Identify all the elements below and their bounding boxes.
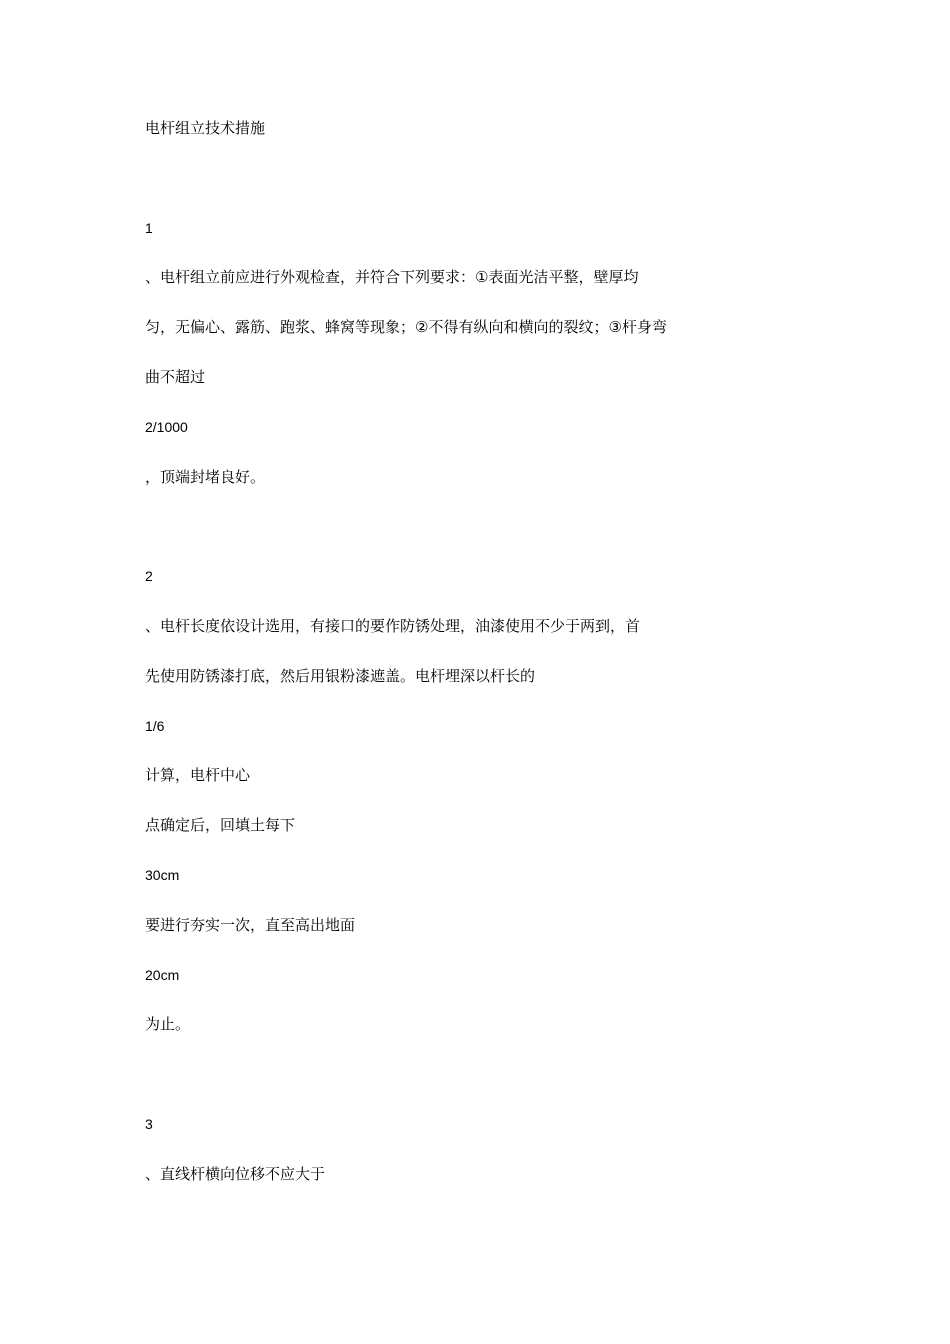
paragraph-line: 曲不超过 <box>145 368 206 386</box>
paragraph-line: 、电杆长度依设计选用，有接口的要作防锈处理，油漆使用不少于两到，首 <box>145 617 641 635</box>
paragraph-line: 计算，电杆中心 <box>145 766 251 784</box>
paragraph-line: 先使用防锈漆打底，然后用银粉漆遮盖。电杆埋深以杆长的 <box>145 667 536 685</box>
paragraph-line: 、电杆组立前应进行外观检查，并符合下列要求：①表面光洁平整，壁厚均 <box>145 268 639 286</box>
section-number-3: 3 <box>145 1116 153 1132</box>
paragraph-line: 为止。 <box>145 1015 191 1033</box>
document-title: 电杆组立技术措施 <box>145 119 266 137</box>
paragraph-line: 要进行夯实一次，直至高出地面 <box>145 916 356 934</box>
paragraph-line: 点确定后，回填土每下 <box>145 816 296 834</box>
paragraph-line: 、直线杆横向位移不应大于 <box>145 1165 326 1183</box>
paragraph-value: 30cm <box>145 867 180 883</box>
paragraph-line: 匀，无偏心、露筋、跑浆、蜂窝等现象；②不得有纵向和横向的裂纹；③杆身弯 <box>145 318 667 336</box>
paragraph-line: ，顶端封堵良好。 <box>145 468 266 486</box>
paragraph-value: 20cm <box>145 967 180 983</box>
paragraph-value: 2/1000 <box>145 419 188 435</box>
section-number-1: 1 <box>145 220 153 236</box>
section-number-2: 2 <box>145 568 153 584</box>
paragraph-value: 1/6 <box>145 718 165 734</box>
